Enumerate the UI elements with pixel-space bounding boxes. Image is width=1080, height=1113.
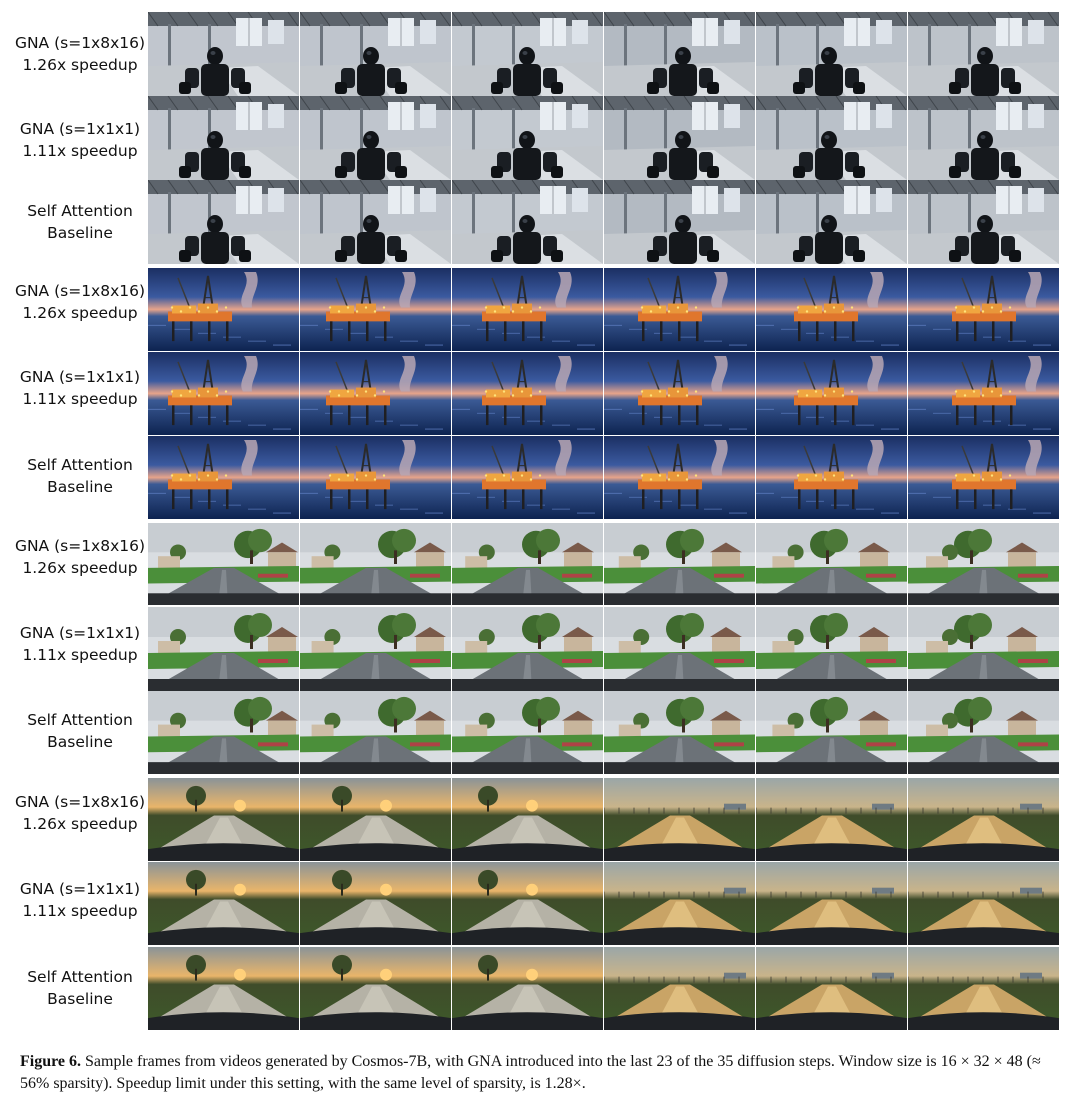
- row-label-speedup: 1.11x speedup: [22, 142, 138, 160]
- video-frame: [452, 12, 603, 96]
- video-frame: [604, 778, 755, 861]
- video-frame: [756, 12, 907, 96]
- row-label-speedup: 1.11x speedup: [22, 646, 138, 664]
- video-frame: [300, 862, 451, 945]
- video-frame: [148, 352, 299, 435]
- row-label-method: GNA (s=1x8x16): [14, 537, 146, 555]
- frame-row: [148, 607, 1060, 691]
- frame-row: [148, 96, 1060, 180]
- video-frame: [756, 862, 907, 945]
- video-frame: [148, 862, 299, 945]
- video-frame: [452, 436, 603, 519]
- row-label-method: GNA (s=1x1x1): [19, 624, 141, 642]
- frame-row: [148, 862, 1060, 945]
- row-label: [0, 366, 160, 410]
- video-frame: [604, 12, 755, 96]
- frame-row: [148, 691, 1060, 774]
- row-label-method: GNA (s=1x1x1): [19, 368, 141, 386]
- row-label-speedup: Baseline: [47, 478, 113, 496]
- video-frame: [148, 12, 299, 96]
- video-frame: [148, 947, 299, 1030]
- video-frame: [148, 691, 299, 774]
- video-frame: [756, 778, 907, 861]
- row-label-speedup: 1.26x speedup: [22, 304, 138, 322]
- video-frame: [908, 436, 1059, 519]
- row-label: [0, 709, 160, 753]
- video-frame: [300, 691, 451, 774]
- video-frame: [452, 352, 603, 435]
- video-frame: [604, 96, 755, 180]
- row-label: [0, 118, 160, 162]
- video-frame: [452, 96, 603, 180]
- video-frame: [604, 436, 755, 519]
- video-frame: [604, 352, 755, 435]
- figure-label: Figure 6.: [20, 1053, 82, 1070]
- video-frame: [148, 607, 299, 691]
- video-frame: [908, 607, 1059, 691]
- row-label-method: Self Attention: [27, 456, 133, 474]
- row-label-speedup: Baseline: [47, 990, 113, 1008]
- video-frame: [908, 352, 1059, 435]
- video-frame: [604, 691, 755, 774]
- row-label: [0, 200, 160, 244]
- video-frame: [300, 96, 451, 180]
- frame-row: [148, 778, 1060, 861]
- row-label-method: GNA (s=1x8x16): [14, 34, 146, 52]
- video-frame: [300, 436, 451, 519]
- video-frame: [148, 778, 299, 861]
- row-label-speedup: 1.26x speedup: [22, 56, 138, 74]
- row-label: [0, 280, 160, 324]
- video-frame: [148, 180, 299, 264]
- row-label-method: GNA (s=1x8x16): [14, 793, 146, 811]
- row-label-speedup: 1.11x speedup: [22, 902, 138, 920]
- video-frame: [604, 947, 755, 1030]
- row-label: [0, 32, 160, 76]
- frame-row: [148, 523, 1060, 605]
- frame-row: [148, 352, 1060, 435]
- video-frame: [300, 778, 451, 861]
- row-label: [0, 791, 160, 835]
- video-frame: [908, 947, 1059, 1030]
- video-frame: [908, 268, 1059, 351]
- video-frame: [452, 691, 603, 774]
- video-frame: [148, 268, 299, 351]
- video-frame: [604, 607, 755, 691]
- video-frame: [756, 180, 907, 264]
- video-frame: [756, 352, 907, 435]
- video-frame: [756, 96, 907, 180]
- row-label-speedup: Baseline: [47, 733, 113, 751]
- video-frame: [300, 268, 451, 351]
- frame-row: [148, 180, 1060, 264]
- row-label-method: GNA (s=1x1x1): [19, 880, 141, 898]
- video-frame: [148, 523, 299, 605]
- video-frame: [148, 436, 299, 519]
- video-frame: [300, 523, 451, 605]
- frame-row: [148, 12, 1060, 96]
- row-label: [0, 535, 160, 579]
- row-label: [0, 878, 160, 922]
- video-frame: [908, 691, 1059, 774]
- video-frame: [604, 523, 755, 605]
- video-frame: [756, 607, 907, 691]
- video-frame: [756, 523, 907, 605]
- row-label: [0, 966, 160, 1010]
- video-frame: [300, 12, 451, 96]
- video-frame: [452, 862, 603, 945]
- scene-group-oil-rig: [0, 268, 1080, 519]
- row-label-speedup: 1.11x speedup: [22, 390, 138, 408]
- scene-group-suburban: [0, 523, 1080, 774]
- scene-group-robot: [0, 12, 1080, 264]
- video-frame: [452, 523, 603, 605]
- video-frame: [908, 862, 1059, 945]
- video-frame: [452, 778, 603, 861]
- video-frame: [908, 778, 1059, 861]
- scene-group-rural: [0, 778, 1080, 1030]
- row-label-method: Self Attention: [27, 202, 133, 220]
- video-frame: [300, 947, 451, 1030]
- video-frame: [908, 96, 1059, 180]
- video-frame: [300, 607, 451, 691]
- frame-row: [148, 268, 1060, 351]
- caption-text: Sample frames from videos generated by Cosmos-7B, with GNA introduced into the last 23 of the 35 diffusion steps. Window size is 16 × 32 × 48 (≈ 56% sparsity). Speedup limit under this setting, with the same level of sparsity, is 1.28×.: [20, 1053, 1041, 1092]
- video-frame: [908, 523, 1059, 605]
- row-label-speedup: Baseline: [47, 224, 113, 242]
- row-label-speedup: 1.26x speedup: [22, 815, 138, 833]
- video-frame: [604, 180, 755, 264]
- frame-row: [148, 436, 1060, 519]
- video-frame: [300, 180, 451, 264]
- row-label-method: Self Attention: [27, 968, 133, 986]
- video-frame: [756, 691, 907, 774]
- row-label-method: GNA (s=1x1x1): [19, 120, 141, 138]
- video-frame: [908, 180, 1059, 264]
- video-frame: [756, 947, 907, 1030]
- video-frame: [756, 436, 907, 519]
- row-label-speedup: 1.26x speedup: [22, 559, 138, 577]
- video-frame: [604, 268, 755, 351]
- video-frame: [452, 268, 603, 351]
- video-frame: [452, 947, 603, 1030]
- video-frame: [452, 180, 603, 264]
- frame-row: [148, 947, 1060, 1030]
- video-frame: [452, 607, 603, 691]
- row-label: [0, 454, 160, 498]
- row-label-method: Self Attention: [27, 711, 133, 729]
- video-frame: [604, 862, 755, 945]
- row-label: [0, 622, 160, 666]
- video-frame: [908, 12, 1059, 96]
- figure-caption: [20, 1051, 1062, 1095]
- row-label-method: GNA (s=1x8x16): [14, 282, 146, 300]
- video-frame: [148, 96, 299, 180]
- video-frame: [300, 352, 451, 435]
- video-frame: [756, 268, 907, 351]
